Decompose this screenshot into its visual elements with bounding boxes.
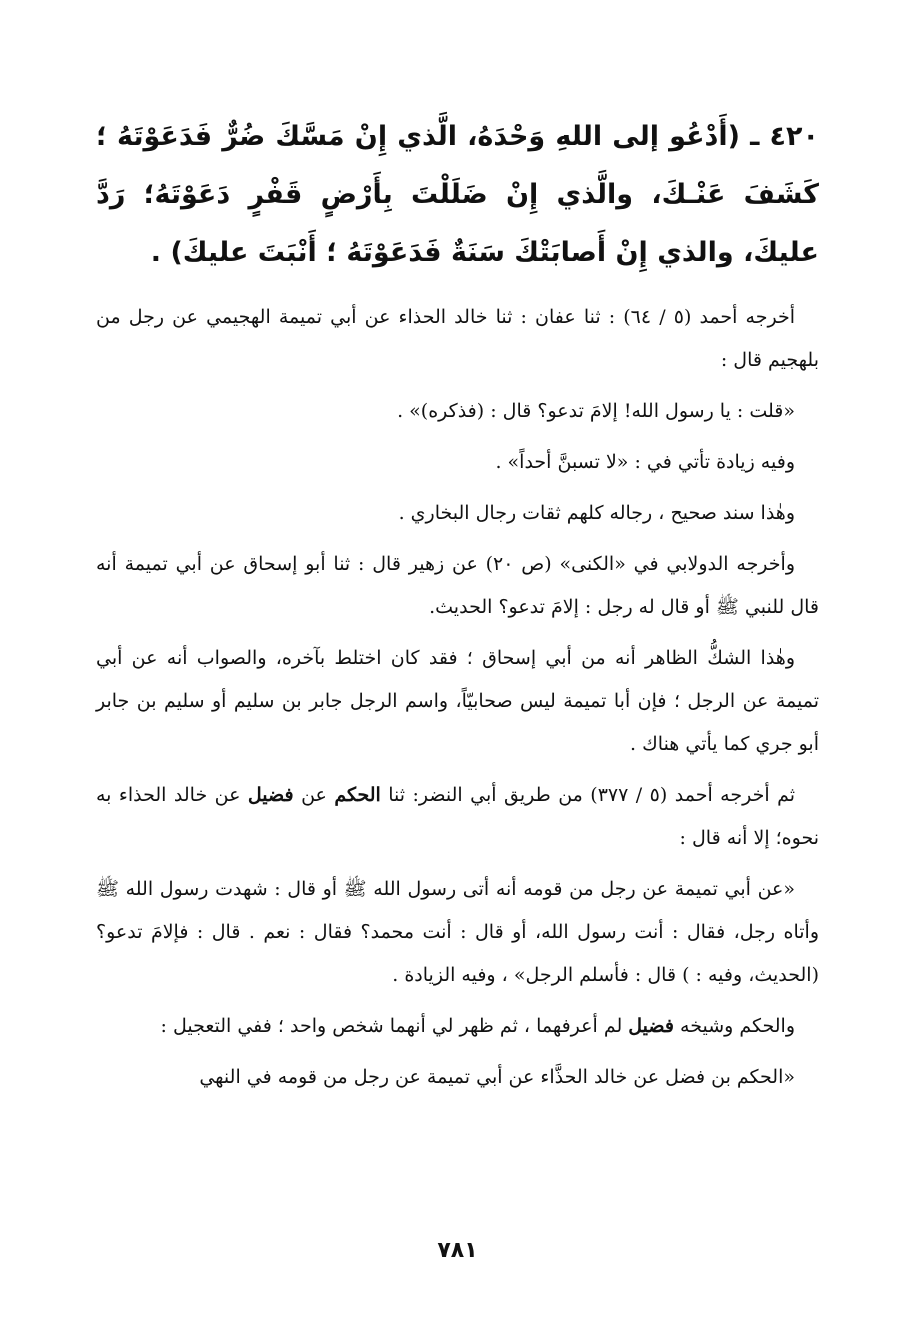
text-run: ثم أخرجه أحمد (٥ / ٣٧٧) من طريق أبي النضر: ثنا <box>380 784 796 806</box>
paragraph-isnad-grade: وهٰذا سند صحيح ، رجاله كلهم ثقات رجال البخاري . <box>398 502 795 524</box>
paragraph-doubt-note: وهٰذا الشكُّ الظاهر أنه من أبي إسحاق ؛ فقد كان اختلط بآخره، والصواب أنه عن أبي تميمة عن الرجل ؛ فإن أبا تميمة ليس صحابيّاً، واسم الرجل جابر بن سليم أو سليم بن جابر أبو جري كما يأتي هناك . <box>96 647 819 755</box>
paragraph-tajil-quote: «الحكم بن فضل عن خالد الحذَّاء عن أبي تميمة عن رجل من قومه في النهي <box>199 1066 795 1088</box>
paragraph-hakam-fudail <box>96 1005 819 1048</box>
text-run: عن خالد الحذاء به نحوه؛ إلا أنه قال : <box>96 784 819 849</box>
bold-name-fudail: فضيل <box>247 784 294 806</box>
paragraph-dulabi: وأخرجه الدولابي في «الكنى» (ص ٢٠) عن زهير قال : ثنا أبو إسحاق عن أبي تميمة أنه قال للنبي ﷺ أو قال له رجل : إلامَ تدعو؟ الحديث. <box>96 553 819 618</box>
paragraph-quote-question: «قلت : يا رسول الله! إلامَ تدعو؟ قال : (فذكره)» . <box>397 400 795 422</box>
text-run: والحكم وشيخه <box>673 1015 795 1037</box>
paragraph-quote-long: «عن أبي تميمة عن رجل من قومه أنه أتى رسول الله ﷺ أو قال : شهدت رسول الله ﷺ وأتاه رجل، فقال : أنت رسول الله، أو قال : أنت محمد؟ فقال : نعم . قال : فإلامَ تدعو؟ (الحديث، وفيه : ) قال : فأسلم الرجل» ، وفيه الزيادة . <box>96 878 819 986</box>
bold-name-fudail: فضيل <box>628 1015 674 1037</box>
bold-name-hakam: الحكم <box>334 784 381 806</box>
page-number: ٧٨١ <box>437 1238 478 1263</box>
paragraph-ahmad-second <box>96 774 819 860</box>
hadith-body: (أَدْعُو إلى اللهِ وَحْدَهُ، الَّذي إِنْ مَسَّكَ ضُرٌّ فَدَعَوْتَهُ ؛ كَشَفَ عَنْـكَ، والَّذي إِنْ ضَلَلْتَ بِأَرْضٍ قَفْرٍ دَعَوْتَهُ؛ رَدَّ عليكَ، والذي إِنْ أَصابَتْكَ سَنَةٌ فَدَعَوْتَهُ ؛ أَنْبَتَ عليكَ) . <box>96 121 819 268</box>
text-run: عن <box>293 784 335 806</box>
text-run: لم أعرفهما ، ثم ظهر لي أنهما شخص واحد ؛ ففي التعجيل : <box>160 1015 629 1037</box>
hadith-text: ٤٢٠ ـ (أَدْعُو إلى اللهِ وَحْدَهُ، الَّذي إِنْ مَسَّكَ ضُرٌّ فَدَعَوْتَهُ ؛ كَشَفَ عَنْـكَ، والَّذي إِنْ ضَلَلْتَ بِأَرْضٍ قَفْرٍ دَعَوْتَهُ؛ رَدَّ عليكَ، والذي إِنْ أَصابَتْكَ سَنَةٌ فَدَعَوْتَهُ ؛ أَنْبَتَ عليكَ) . <box>96 121 819 268</box>
paragraph-addition-note: وفيه زيادة تأتي في : «لا تسبنَّ أحداً» . <box>495 451 795 473</box>
paragraph-takhrij-ahmad: أخرجه أحمد (٥ / ٦٤) : ثنا عفان : ثنا خالد الحذاء عن أبي تميمة الهجيمي عن رجل من بلهجيم قال : <box>96 306 819 371</box>
hadith-number: ٤٢٠ <box>769 121 819 152</box>
